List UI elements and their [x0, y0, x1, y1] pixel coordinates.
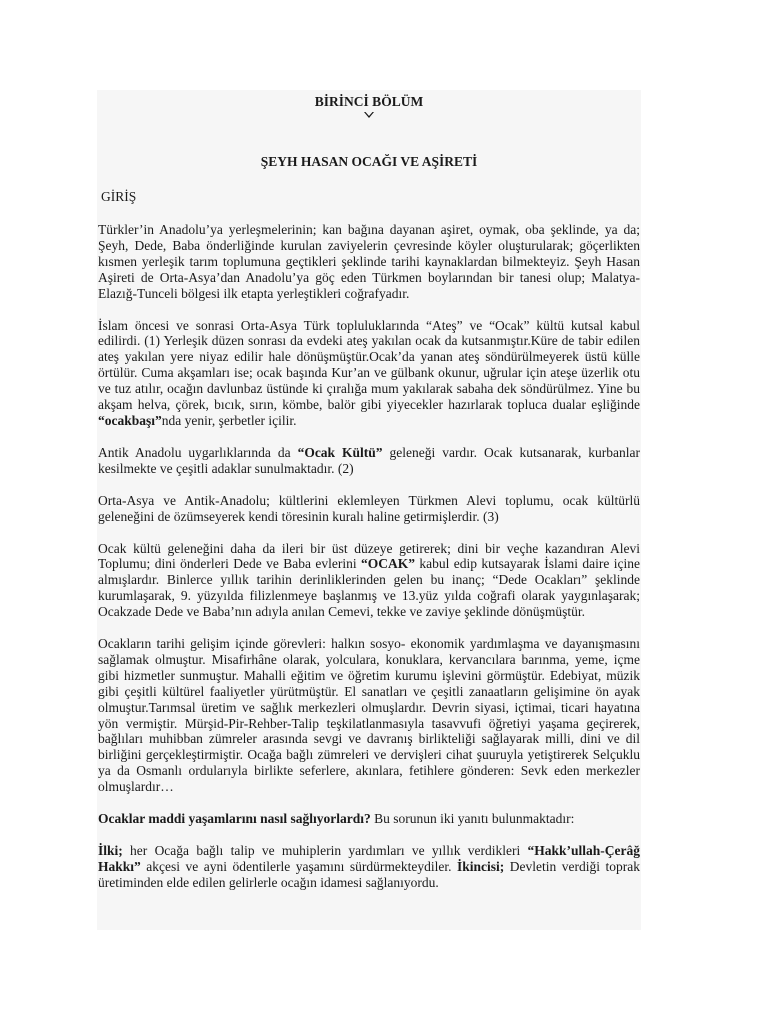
paragraph-3-tail: geleneği vardır. Ocak kutsanarak, kurbanlar kesilmekte ve çeşitli adaklar sunulmaktadır. (2)	[98, 444, 641, 476]
paragraph-8-bold-1: İlki;	[98, 843, 123, 858]
paragraph-3-text: Antik Anadolu uygarlıklarında da	[98, 444, 298, 460]
paragraph-8-text-3: Devletin verdiği toprak üretiminden elde edilen gelirlerle ocağın idamesi sağlanıyordu.	[98, 858, 640, 890]
paragraph-5-tail: kabul edip kutsayarak İslami daire içine almışlardır. Binlerce yıllık tarihin derinliklerinden gelen bu inanç; “Dede Ocakları” şeklinde kurumlaşarak, 9. yüzyılda filizlenmeye başlanmış ve 13.yüz yılda coğrafi olarak yaygınlaşarak; Ocakzade Dede ve Baba’nın adıyla anılan Cemevi, tekke ve zaviye şeklinde dönüşmüştür.	[98, 556, 641, 620]
paragraph-8-bold-3: İkincisi;	[457, 858, 505, 874]
paragraph-1-text: Türkler’in Anadolu’ya yerleşmelerinin; kan bağına dayanan aşiret, oymak, oba şeklinde, ya da; Şeyh, Dede, Baba önderliğinde kurulan zaviyelerin çevresinde köyler oluşturularak; göçerlikten kısmen yerleşik tarım toplumuna geçtikleri şeklinde tarihi kaynaklardan bilmekteyiz. Şeyh Hasan Aşireti de Orta-Asya’dan Anadolu’ya göç eden Türkmen boylarından bir tanesi olup; Malatya-Elazığ-Tunceli bölgesi ilk etapta yerleştikleri coğrafyadır.	[98, 222, 640, 301]
section-title: ŞEYH HASAN OCAĞI VE AŞİRETİ	[260, 154, 478, 169]
paragraph-2-tail: nda yenir, şerbetler içilir.	[161, 412, 297, 428]
paragraph-7-bold: Ocaklar maddi yaşamlarını nasıl sağlıyorlardı?	[98, 811, 371, 827]
paragraph-7	[98, 811, 640, 827]
paragraph-8-text-2: akçesi ve ayni ödentilerle yaşamını sürdürmekteydiler.	[140, 858, 458, 874]
paragraph-2-bold: “ocakbaşı”	[98, 412, 162, 428]
paragraph-4-text: Orta-Asya ve Antik-Anadolu; kültlerini eklemleyen Türkmen Alevi toplumu, ocak kültürlü geleneğini de özümseyerek kendi töresinin kuralı haline getirmişlerdir. (3)	[98, 492, 640, 524]
paragraph-5	[98, 541, 640, 621]
paragraph-3	[98, 445, 640, 477]
paragraph-7-tail: Bu sorunun iki yanıtı bulunmaktadır:	[370, 811, 575, 827]
paragraph-4	[98, 493, 640, 525]
paragraph-8-bold-2: “Hakk’ullah-Çerâğ Hakkı”	[98, 843, 640, 874]
chevron-down-ornament-icon	[363, 111, 375, 120]
paragraph-5-bold: “OCAK”	[360, 556, 415, 572]
paragraph-8-text-1: her Ocağa bağlı talip ve muhiplerin yardımları ve yıllık verdikleri	[122, 843, 528, 858]
paragraph-2-text: İslam öncesi ve sonrasi Orta-Asya Türk topluluklarında “Ateş” ve “Ocak” kültü kutsal kabul edilirdi. (1) Yerleşik düzen sonrası da evdeki ateş yakılan ocak da kutsanmıştır.Küre de tabir edilen ateş yakılan yere niyaz edilir hale dönüşmüştür.Ocak’da yanan ateş söndürülmeyerek üstü külle örtülür. Cuma akşamları ise; ocak başında Kur’an ve gülbank okunur, uğrular için ateşe üzerlik otu ve tuz atılır, ocağın davlunbaz üstünde ki çıralığa mum yakılarak sabaha dek söndürülmez. Yine bu akşam helva, çörek, bıcık, sırın, kömbe, balör gibi yiyecekler hazırlarak topluca dualar eşliğinde	[98, 317, 640, 413]
paragraph-6-text: Ocakların tarihi gelişim içinde görevleri: halkın sosyo- ekonomik yardımlaşma ve dayanışmasını sağlamak olmuştur. Misafirhâne olarak, yolculara, konuklara, kervancılara barınma, yeme, içme gibi hizmetler sunmuştur. Mahalli eğitim ve öğretim kurumu işlevini görmüştür. Edebiyat, müzik gibi çeşitli kültürel faaliyetler yürütmüştür. El sanatları ve çeşitli zanaatların gelişimine ön ayak olmuştur.Tarımsal üretim ve sağlık merkezleri olmuşlardır. Devrin siyasi, içtimai, ticari hayatına yön vermiştir. Mürşid-Pir-Rehber-Talip teşkilatlanmasıyla tasavvufi öğretiyi yaşama geçirerek, bağlıları muhibban zümreler arasında sevgi ve davranış birlikteliği sağlayarak milli, dini ve dil birliğini gerçekleştirmiştir. Ocağa bağlı zümreleri ve dervişleri cihat şuuruyla yetiştirerek Selçuklu ya da Osmanlı ordularıyla birlikte seferlere, akınlara, fetihlere gönderen: Sevk eden merkezler olmuşlardır…	[98, 636, 640, 795]
chapter-heading: BİRİNCİ BÖLÜM	[314, 94, 424, 109]
paragraph-5-text: Ocak kültü geleneğini daha da ileri bir üst düzeye getirerek; dini bir veçhe kazandıran Alevi Toplumu; dini önderleri Dede ve Baba evlerini	[98, 540, 640, 572]
paragraph-2	[98, 318, 640, 429]
document-page	[97, 90, 641, 930]
paragraph-6	[98, 636, 640, 795]
paragraph-8	[98, 843, 640, 891]
section-label: GİRİŞ	[101, 189, 137, 204]
paragraph-3-bold: “Ocak Kültü”	[297, 444, 383, 460]
paragraph-1	[98, 222, 640, 302]
